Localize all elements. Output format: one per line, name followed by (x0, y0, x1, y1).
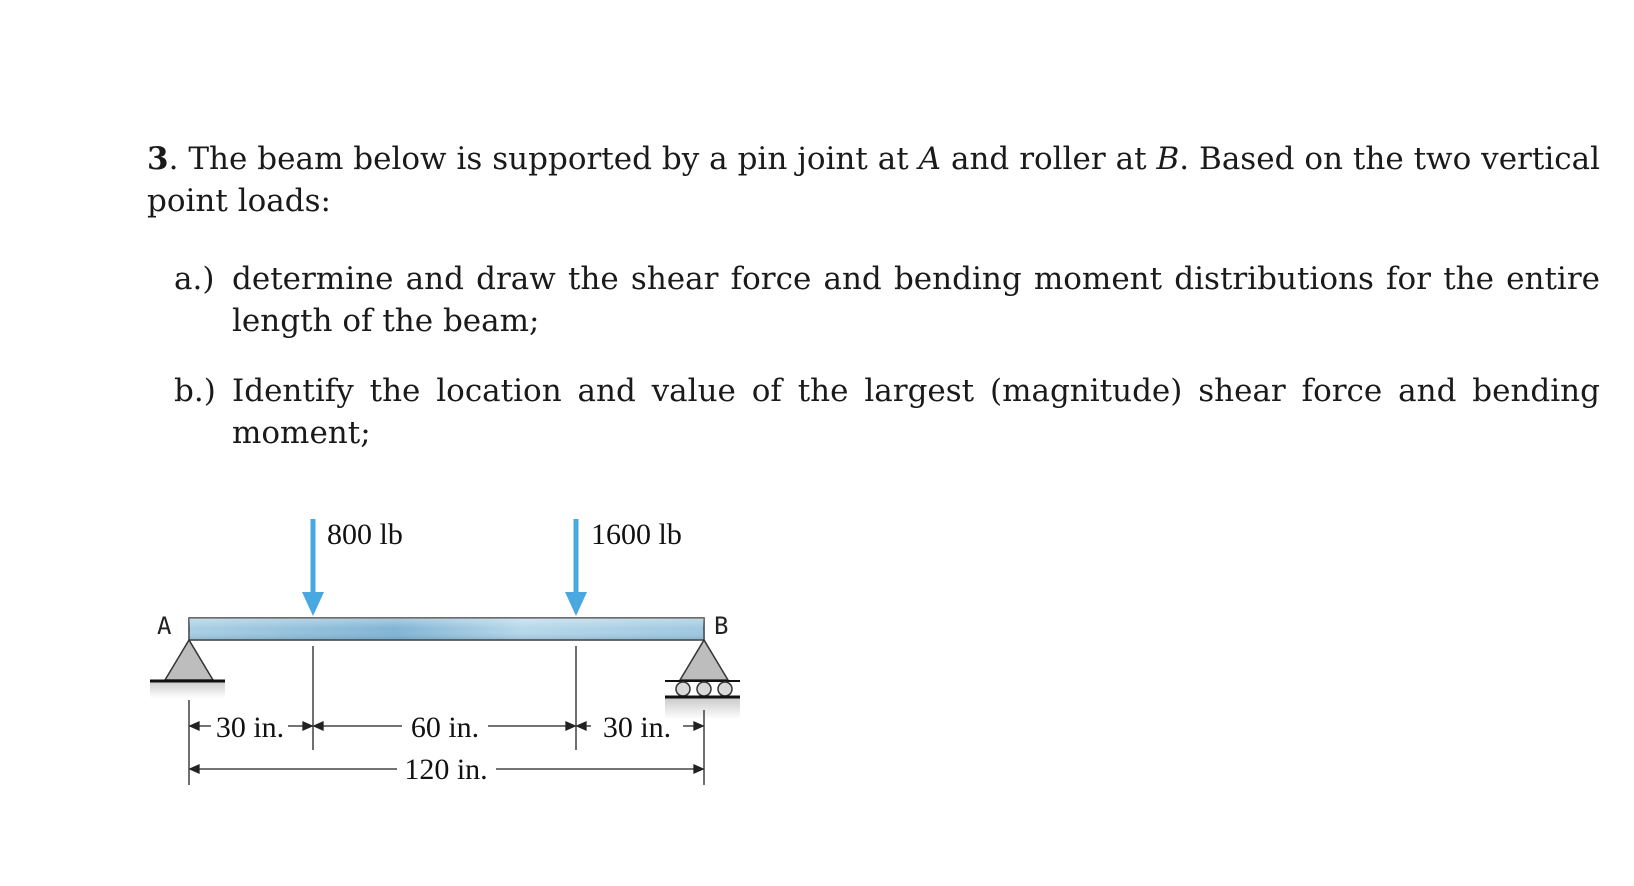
pin-support-a (150, 640, 225, 698)
load-arrow-1600 (565, 519, 587, 616)
problem-text-2: and roller at (941, 141, 1157, 177)
dim-seg2-label: 60 in. (410, 711, 480, 744)
point-b-ref: B (1156, 141, 1180, 177)
part-b-label: b.) (174, 373, 216, 409)
problem-text-1: . The beam below is supported by a pin joint at (168, 141, 919, 177)
part-a-text: determine and draw the shear force and bending moment distributions for the entire length of the beam; (232, 261, 1600, 339)
part-a-label: a.) (174, 261, 215, 297)
dim-total-label: 120 in. (404, 753, 488, 786)
part-b-text: Identify the location and value of the largest (magnitude) shear force and bending moment; (232, 373, 1600, 451)
load-label-800: 800 lb (327, 518, 403, 551)
point-a-ref: A (918, 141, 942, 177)
roller-support-b (665, 640, 740, 719)
dim-seg3-label: 30 in. (602, 711, 672, 744)
support-a-label: A (157, 612, 172, 640)
dim-seg1-label: 30 in. (215, 711, 285, 744)
beam (189, 618, 704, 640)
load-label-1600: 1600 lb (591, 518, 682, 551)
load-arrow-800 (302, 519, 324, 616)
support-b-label: B (714, 612, 729, 640)
problem-number: 3 (147, 141, 169, 177)
problem-text-3: . Based on the two vertical point loads: (147, 141, 1600, 219)
